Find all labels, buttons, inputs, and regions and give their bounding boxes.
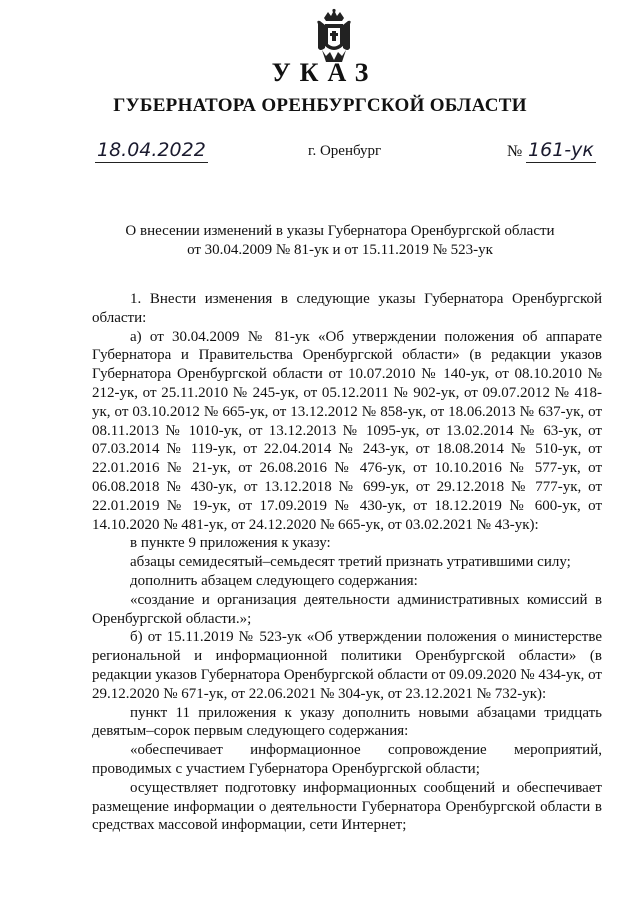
subject-line: О внесении изменений в указы Губернатора Оренбургской области [125,223,555,239]
number-sign: № [507,143,523,160]
document-body [92,290,602,835]
paragraph: в пункте 9 приложения к указу: [130,535,331,552]
paragraph: осуществляет подготовку информационных сообщений и обеспечивает размещение информации о деятельности Губернатора Оренбургской области в средствах массовой информации, сети Интернет; [92,779,602,834]
paragraph: дополнить абзацем следующего содержания: [130,572,418,589]
handwritten-date: 18.04.2022 [97,139,206,161]
paragraph: б) от 15.11.2019 № 523-ук «Об утверждении положения о министерстве региональной и информационной политики Оренбургской области» (в редакции указов Губернатора Оренбургской области от 09.09.2020 № 434-ук, от 29.12.2020 № 671-ук, от 22.06.2021 № 304-ук, от 23.12.2021 № 732-ук): [92,629,602,702]
paragraph: а) от 30.04.2009 № 81-ук «Об утверждении положения об аппарате Губернатора и Правительства Оренбургской области» (в редакции указов Губернатора Оренбургской области от 10.07.2010 № 140-ук, от 08.10.2010 № 212-ук, от 25.11.2010 № 245-ук, от 05.12.2011 № 902-ук, от 09.07.2012 № 418-ук, от 03.10.2012 № 665-ук, от 13.12.2012 № 858-ук, от 18.06.2013 № 637-ук, от 08.11.2013 № 1010-ук, от 13.12.2013 № 1095-ук, от 13.02.2014 № 63-ук, от 07.03.2014 № 119-ук, от 22.04.2014 № 243-ук, от 18.08.2014 № 510-ук, от 22.01.2016 № 21-ук, от 26.08.2016 № 476-ук, от 10.10.2016 № 577-ук, от 06.08.2018 № 430-ук, от 13.12.2018 № 699-ук, от 29.12.2018 № 777-ук, от 22.01.2019 № 19-ук, от 17.09.2019 № 430-ук, от 18.12.2019 № 600-ук, от 14.10.2020 № 481-ук, от 24.12.2020 № 665-ук, от 03.02.2021 № 43-ук): [92,328,602,533]
document-city: г. Оренбург [308,143,382,159]
paragraph: пункт 11 приложения к указу дополнить новыми абзацами тридцать девятым–сорок первым следующего содержания: [92,704,602,740]
handwritten-number: 161-ук [528,139,594,161]
paragraph: «обеспечивает информационное сопровождение мероприятий, проводимых с участием Губернатора Оренбургской области; [92,742,602,777]
coat-of-arms-emblem [312,8,356,64]
document-subject [60,222,620,260]
subject-line: от 30.04.2009 № 81-ук и от 15.11.2019 № 523-ук [187,242,493,258]
paragraph: 1. Внести изменения в следующие указы Губернатора Оренбургской области: [92,291,602,326]
paragraph: абзацы семидесятый–семьдесят третий признать утратившими силу; [130,554,571,571]
document-date [95,140,208,161]
document-subtitle: ГУБЕРНАТОРА ОРЕНБУРГСКОЙ ОБЛАСТИ [113,95,527,116]
document-number [507,140,596,161]
paragraph: «создание и организация деятельности административных комиссий в Оренбургской области.»; [92,591,602,627]
document-title: УКАЗ [271,58,378,87]
